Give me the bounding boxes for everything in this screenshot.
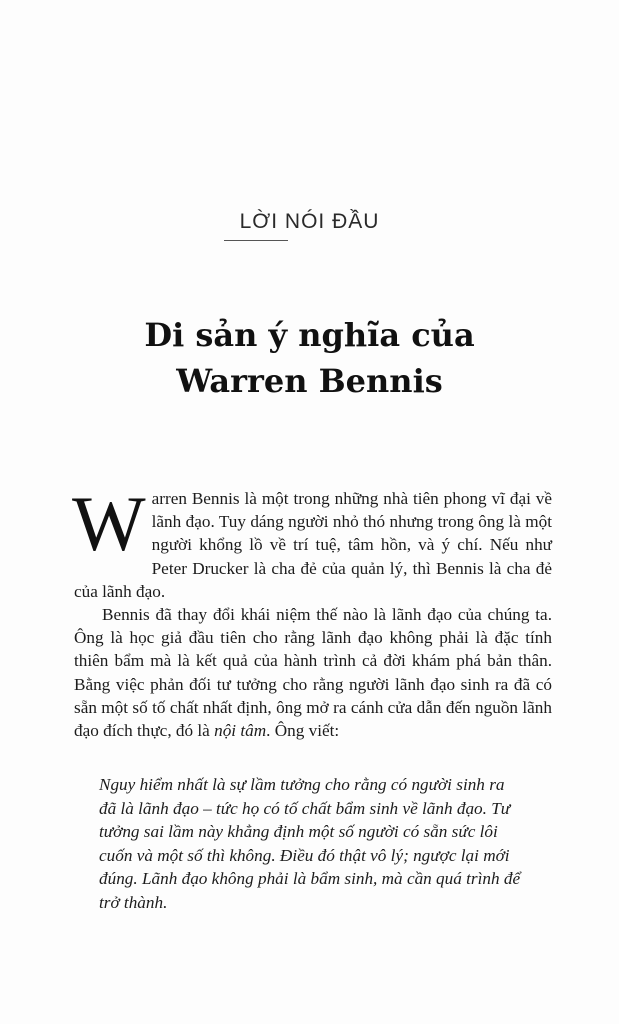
paragraph-2-text: Bennis đã thay đổi khái niệm thế nào là lãnh đạo của chúng ta. Ông là học giả đầu tiên cho rằng lãnh đạo không phải là đặc tính thiên bẩm mà là kết quả của hành trình cả đời khám phá bản thân. Bằng việc phản đối tư tưởng cho rằng người lãnh đạo sinh ra đã có sẵn một số tố chất nhất định, ông mở ra cánh cửa dẫn đến nguồn lãnh đạo đích thực, đó là — [74, 605, 552, 741]
paragraph-2 — [74, 603, 552, 742]
chapter-title-line-2: Warren Bennis — [176, 362, 443, 400]
drop-cap: W — [72, 480, 146, 567]
paragraph-1 — [72, 480, 552, 603]
chapter-title-line-1: Di sản ý nghĩa của — [144, 316, 475, 354]
section-label: LỜI NÓI ĐẦU — [239, 210, 380, 233]
section-underline — [224, 240, 288, 241]
paragraph-1-text: arren Bennis là một trong những nhà tiên phong vĩ đại về lãnh đạo. Tuy dáng người nhỏ thó nhưng trong ông là một người khổng lồ về trí tuệ, tâm hồn, và ý chí. Nếu như Peter Drucker là cha đẻ của quản lý, thì Bennis là cha đẻ của lãnh đạo. — [74, 489, 552, 601]
paragraph-2-emphasis: nội tâm — [214, 721, 267, 741]
paragraph-2-text-end: . Ông viết: — [266, 721, 340, 741]
block-quote: Nguy hiểm nhất là sự lầm tưởng cho rằng có người sinh ra đã là lãnh đạo – tức họ có tố chất bẩm sinh về lãnh đạo. Tư tưởng sai lầm này khẳng định một số người có sẵn sức lôi cuốn và một số thì không. Điều đó thật vô lý; ngược lại mới đúng. Lãnh đạo không phải là bẩm sinh, mà cần quá trình để trở thành. — [99, 775, 521, 912]
chapter-title — [0, 312, 619, 404]
